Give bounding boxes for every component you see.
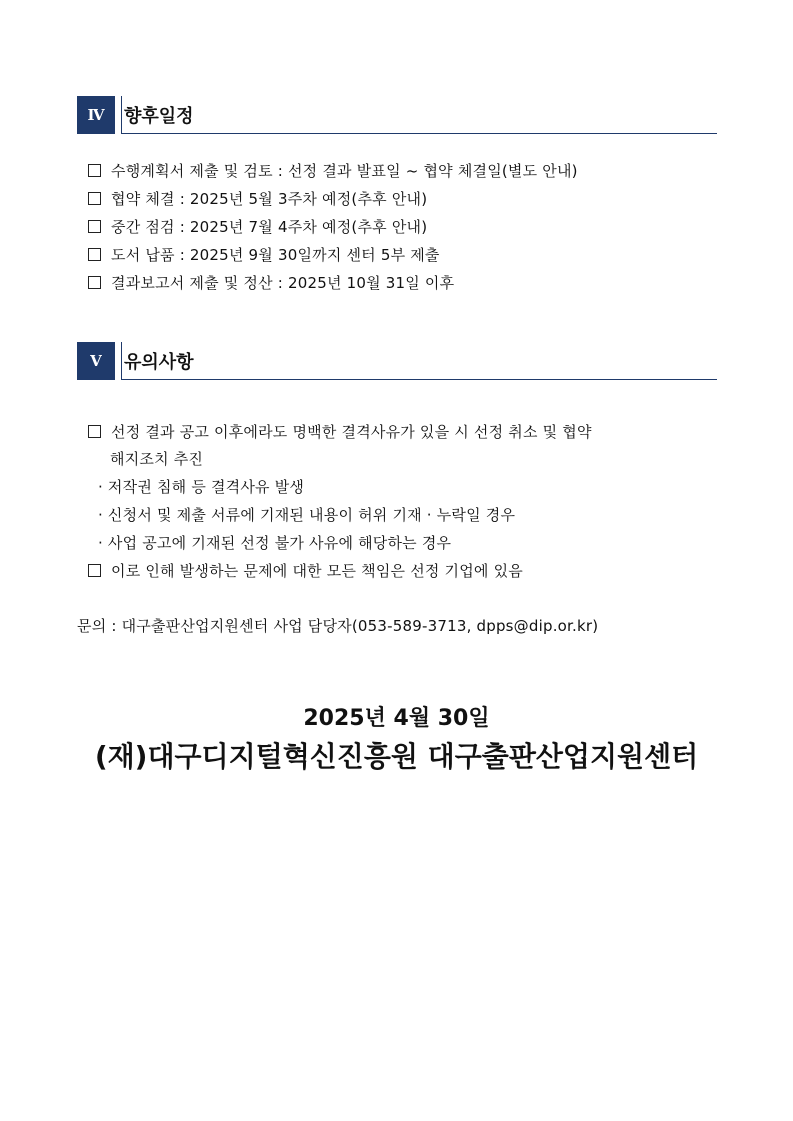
- section-5-numeral: Ⅴ: [77, 342, 115, 380]
- section-4-numeral: Ⅳ: [77, 96, 115, 134]
- notice-item-text: 선정 결과 공고 이후에라도 명백한 결격사유가 있을 시 선정 취소 및 협약: [111, 423, 592, 441]
- schedule-item-text: 협약 체결 : 2025년 5월 3주차 예정(추후 안내): [111, 190, 428, 208]
- schedule-item: [88, 273, 454, 293]
- notice-item: [88, 422, 592, 442]
- section-4-title: 향후일정: [124, 106, 194, 127]
- checkbox-square-icon: [88, 564, 101, 577]
- notice-item-continuation: 해지조치 추진: [110, 450, 204, 468]
- section-4-underline: [121, 133, 717, 134]
- section-5-underline: [121, 379, 717, 380]
- checkbox-square-icon: [88, 192, 101, 205]
- checkbox-square-icon: [88, 276, 101, 289]
- section-4-header: [77, 96, 717, 134]
- schedule-item-text: 중간 점검 : 2025년 7월 4주차 예정(추후 안내): [111, 218, 428, 236]
- schedule-item-text: 결과보고서 제출 및 정산 : 2025년 10월 31일 이후: [111, 274, 455, 292]
- schedule-item-text: 도서 납품 : 2025년 9월 30일까지 센터 5부 제출: [111, 246, 440, 264]
- checkbox-square-icon: [88, 220, 101, 233]
- notice-sub-item: · 사업 공고에 기재된 선정 불가 사유에 해당하는 경우: [98, 534, 452, 552]
- section-4-divider: [121, 96, 122, 134]
- schedule-item: [88, 161, 578, 181]
- checkbox-square-icon: [88, 248, 101, 261]
- section-5-title: 유의사항: [124, 352, 194, 373]
- organization-name: (재)대구디지털혁신진흥원 대구출판산업지원센터: [94, 740, 699, 773]
- schedule-item: [88, 245, 440, 265]
- checkbox-square-icon: [88, 164, 101, 177]
- schedule-item: [88, 189, 427, 209]
- schedule-item: [88, 217, 427, 237]
- notice-sub-item: · 저작권 침해 등 결격사유 발생: [98, 478, 305, 496]
- notice-item-text: 이로 인해 발생하는 문제에 대한 모든 책임은 선정 기업에 있음: [111, 562, 523, 580]
- notice-sub-item: · 신청서 및 제출 서류에 기재된 내용이 허위 기재 · 누락일 경우: [98, 506, 516, 524]
- section-5-divider: [121, 342, 122, 380]
- checkbox-square-icon: [88, 425, 101, 438]
- notice-item: [88, 561, 523, 581]
- document-date: 2025년 4월 30일: [303, 706, 490, 731]
- section-5-header: [77, 342, 717, 380]
- contact-info: 문의 : 대구출판산업지원센터 사업 담당자(053-589-3713, dpps@dip.or.kr): [77, 617, 599, 635]
- schedule-item-text: 수행계획서 제출 및 검토 : 선정 결과 발표일 ~ 협약 체결일(별도 안내): [111, 162, 578, 180]
